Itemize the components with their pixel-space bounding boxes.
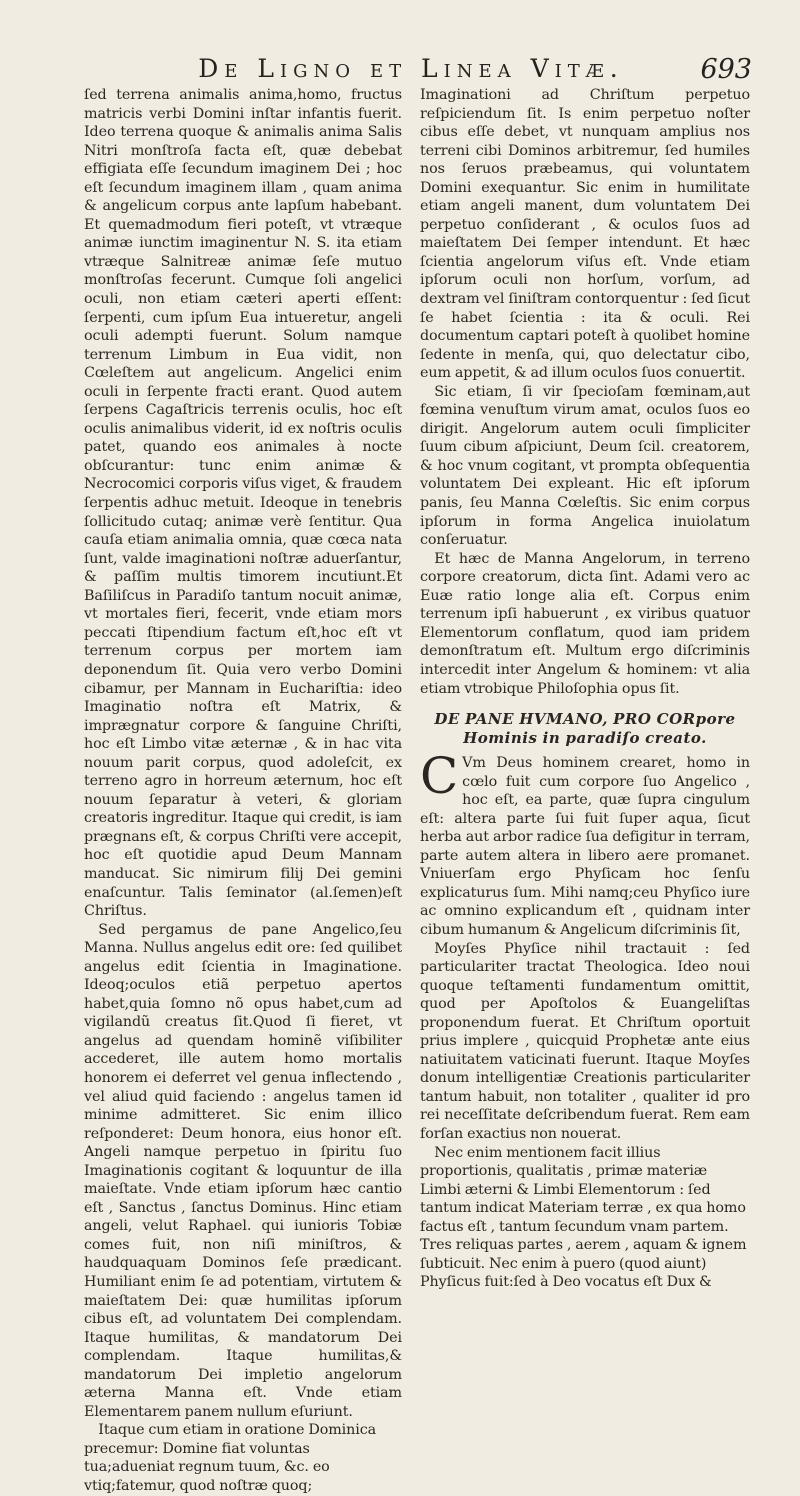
paragraph-text: Vm Deus hominem crearet, homo in cœlo fuit cum corpore ſuo Angelico , hoc eſt, ea parte, quæ ſupra cingulum eſt: altera parte ſui fuit ſuper aqua, ſicut herba aut arbor radice ſua defigitur in terram, parte autem altera in libero aere promanet. Vniuerſam ergo Phyſicam hoc ſenſu explicaturus ſum. Mihi namq;ceu Phyſico iure ac omnino explicandum eſt , quidnam inter cibum humanum & Angelicum diſcriminis ſit, bbox=[420, 755, 750, 938]
paragraph: Sed pergamus de pane Angelico,ſeu Manna. Nullus angelus edit ore: ſed quilibet angelus edit ſcientia in Imaginatione. Ideoq;oculos etiã perpetuo apertos habet,quia ſomno nõ opus habet,cum ad vigilandũ creatus ſit.Quod ſi fieret, vt angelus ad quendam hominẽ viſibiliter accederet, ille autem homo mortalis honorem ei deferret vel genua inflectendo , vel aliud quid faciendo : angelus tamen id minime admitteret. Sic enim illico reſponderet: Deum honora, eius honor eſt. Angeli namque perpetuo in ſpiritu ſuo Imaginationis cogitant & loquuntur de illa maieſtate. Vnde etiam ipſorum hæc cantio eſt , Sanctus , ſanctus Dominus. Hinc etiam angeli, velut Raphael. qui iunioris Tobiæ comes fuit, non niſi miniſtros, & haudquaquam Dominos ſeſe prædicant. Humiliant enim ſe ad potentiam, virtutem & maieſtatem Dei: quæ humilitas ipſorum cibus eſt, ad voluntatem Dei complendam. Itaque humilitas, & mandatorum Dei complendam. Itaque humilitas,& mandatorum Dei impletio angelorum æterna Manna eſt. Vnde etiam Elementarem panem nullum eſuriunt. bbox=[84, 921, 402, 1420]
drop-cap: C bbox=[420, 747, 459, 806]
paragraph: ſed terrena animalis anima,homo, fructus matricis verbi Domini inſtar infantis fuerit. Ideo terrena quoque & animalis anima Salis Nitri monſtroſa facta eſt, quæ debebat effigiata eſſe ſecundum imaginem Dei ; hoc eſt ſecundum imaginem illam , quam anima & angelicum corpus ante lapſum habebant. Et quemadmodum fieri poteſt, vt vtræque animæ iunctim imaginentur N. S. ita etiam vtræque Salnitreæ animæ ſeſe mutuo monſtroſas fecerunt. Cumque ſoli angelici oculi, non etiam cæteri aperti eſſent: ſerpenti, cum ipſum Eua intueretur, angeli oculi adempti fuerunt. Solum namque terrenum Limbum in Eua vidit, non Cœleſtem aut angelicum. Angelici enim oculi in ſerpente fracti erant. Quod autem ſerpens Cagaſtricis terrenis oculis, hoc eſt oculis animalibus viderit, id ex noſtris oculis patet, quando eos animales à nocte obſcurantur: tunc enim animæ & Necrocomici corporis viſus viget, & fraudem ſerpentis adhuc metuit. Ideoque in tenebris ſollicitudo cutaq; animæ verè ſentitur. Qua cauſa etiam animalia omnia, quæ cœca nata ſunt, valde imaginationi noſtræ aduerſantur, & paſſim multis timorem incutiunt.Et Baſiliſcus in Paradiſo tantum nocuit animæ, vt mortales fieri, fecerit, vnde etiam mors peccati ſtipendium factum eſt,hoc eſt vt terrenum corpus per mortem iam deponendum ſit. Quia vero verbo Domini cibamur, per Mannam in Euchariſtia: ideo Imaginatio noſtra eſt Matrix, & imprægnatur corpore & ſanguine Chriſti, hoc eſt Limbo vitæ æternæ , & in hac vita nouum parit corpus, quod adoleſcit, ex terreno agro in horreum æternum, hoc eſt nouum ſeparatur à veteri, & gloriam creatoris ingreditur. Itaque qui credit, is iam prægnans eſt, & corpus Chriſti vere accepit, hoc eſt quotidie apud Deum Mannam manducat. Sic nimirum filij Dei gemini enaſcuntur. Talis ſeminator (al.ſemen)eſt Chriſtus. bbox=[84, 87, 402, 920]
paragraph: Moyſes Phyſice nihil tractauit : ſed particulariter tractat Theologica. Ideo noui quoque teſtamenti fundamentum omittit, quod per Apoſtolos & Euangeliſtas proponendum fuerat. Et Chriſtum oportuit prius implere , quicquid Prophetæ ante eius natiuitatem vaticinati fuerunt. Itaque Moyſes donum intelligentiæ Creationis particulariter tantum habuit, non totaliter , qualiter id pro rei neceſſitate deſcribendum fuerat. Rem eam forſan exactius non nouerat. bbox=[420, 940, 750, 1142]
left-column bbox=[84, 86, 402, 1496]
paragraph: Itaque cum etiam in oratione Dominica precemur: Domine fiat voluntas tua;adueniat regnum tuum, &c. eo vtiq;fatemur, quod noſtræ quoq; bbox=[84, 1422, 377, 1495]
paragraph: Et hæc de Manna Angelorum, in terreno corpore creatorum, dicta ſint. Adami vero ac Euæ ratio longe alia eſt. Corpus enim terrenum ipſi habuerunt , ex viribus quatuor Elementorum conflatum, quod iam pridem demonſtratum eſt. Multum ergo diſcriminis intercedit inter Angelum & hominem: vt alia etiam vtrobique Philoſophia opus ſit. bbox=[420, 550, 750, 697]
page-number: 693 bbox=[700, 54, 752, 85]
section-title: DE PANE HVMANO, PRO CORpore Hominis in paradiſo creato. bbox=[434, 710, 736, 748]
right-column bbox=[420, 86, 750, 1292]
running-head: De Ligno et Linea Vitæ. bbox=[198, 54, 624, 83]
paragraph: Sic etiam, ſi vir ſpecioſam fœminam,aut fœmina venuſtum virum amat, oculos ſuos eo dirigit. Angelorum autem oculi ſimpliciter ſuum cibum aſpiciunt, Deum ſcil. creatorem, & hoc vnum cogitant, vt prompta obſequentia voluntatem Dei expleant. Hic eſt ipſorum panis, ſeu Manna Cœleſtis. Sic enim corpus ipſorum in forma Angelica inuiolatum conſeruatur. bbox=[420, 383, 750, 549]
page-header bbox=[84, 48, 768, 88]
paragraph: Nec enim mentionem facit illius proportionis, qualitatis , primæ materiæ Limbi æterni & Limbi Elementorum : ſed tantum indicat Materiam terræ , ex qua homo factus eſt , tantum ſecundum vnam partem. Tres reliquas partes , aerem , aquam & ignem ſubticuit. Nec enim à puero (quod aiunt) Phyſicus fuit:ſed à Deo vocatus eſt Dux & bbox=[420, 1144, 747, 1291]
paragraph-with-dropcap bbox=[420, 747, 750, 939]
paragraph: Imaginationi ad Chriſtum perpetuo reſpiciendum ſit. Is enim perpetuo noſter cibus eſſe debet, vt nunquam amplius nos terreni cibi Dominos arbitremur, ſed humiles nos ſeruos præbeamus, qui voluntatem Domini exequantur. Sic enim in humilitate etiam angeli manent, dum voluntatem Dei perpetuo conſiderant , & oculos ſuos ad maieſtatem Dei ſemper intendunt. Et hæc ſcientia angelorum viſus eſt. Vnde etiam ipſorum oculi non horſum, vorſum, ad dextram vel ſiniſtram contorquentur : ſed ſicut ſe habet ſcientia : ita & oculi. Rei documentum captari poteſt à quolibet homine ſedente in menſa, qui, quo delectatur cibo, eum appetit, & ad illum oculos ſuos conuertit. bbox=[420, 87, 750, 382]
